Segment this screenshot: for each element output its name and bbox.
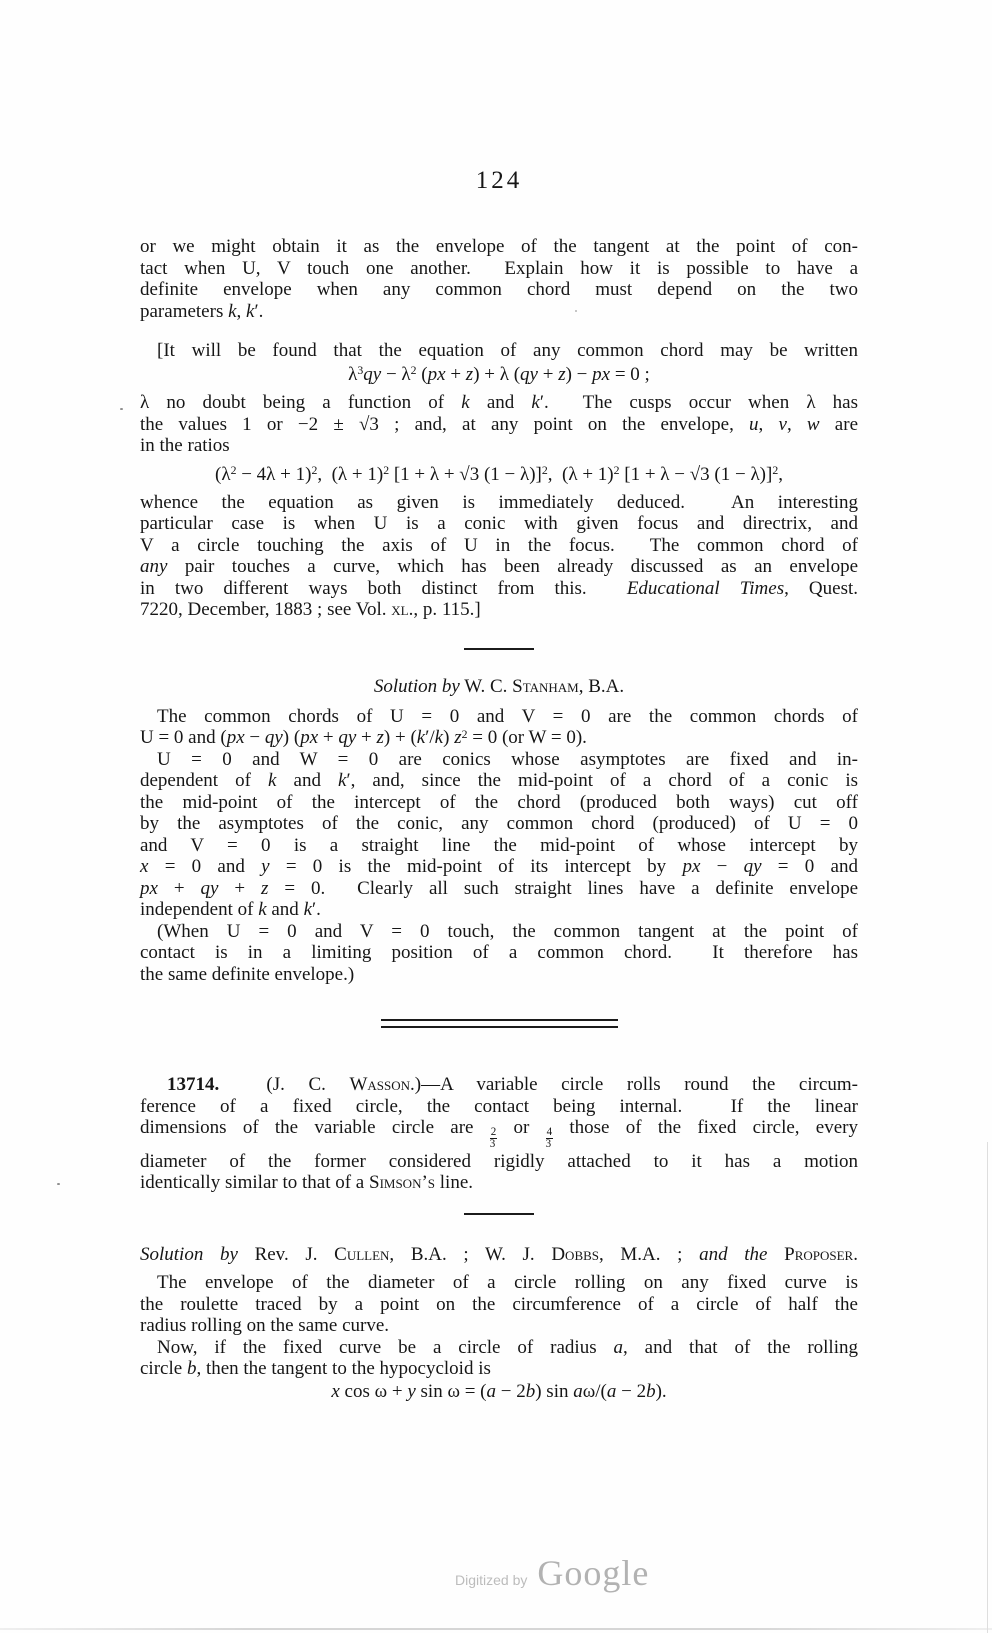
scan-speck [57, 1183, 60, 1185]
cullen-solution-paragraph-line: circle b, then the tangent to the hypocycloid is [140, 1358, 491, 1380]
scan-speck [575, 310, 577, 312]
scan-edge-right [987, 1142, 988, 1633]
stanham-solution-paragraph-line: dependent of k and k′, and, since the mid-point of a chord of a conic is [140, 770, 859, 791]
lambda-paragraph-line: λ no doubt being a function of k and k′. The cusps occur when λ has [140, 392, 859, 413]
intro-paragraph-line: or we might obtain it as the envelope of the tangent at the point of con- [140, 236, 858, 257]
stanham-solution-paragraph-line: by the asymptotes of the conic, any common chord (produced) of U = 0 [140, 813, 858, 834]
intro-paragraph-line: definite envelope when any common chord must depend on the two [140, 279, 858, 300]
problem-13714-paragraph-line: diameter of the former considered rigidly attached to it has a motion [140, 1150, 858, 1172]
cullen-solution-paragraph-line: radius rolling on the same curve. [140, 1315, 390, 1337]
whence-paragraph-line: whence the equation as given is immediately deduced. An interesting [140, 491, 858, 513]
problem-13714-paragraph-line: identically similar to that of a Simson’s line. [140, 1172, 474, 1194]
whence-paragraph-line: any pair touches a curve, which has been already discussed as an envelope [140, 556, 858, 577]
problem-13714-paragraph-line: 13714. (J. C. Wasson.)—A variable circle rolls round the circum- [167, 1074, 858, 1095]
text-column [140, 0, 858, 1402]
page-number: 124 [475, 167, 523, 194]
stanham-solution-paragraph-line: independent of k and k′. [140, 899, 321, 920]
separator-rule-1 [464, 648, 534, 650]
common-chord-equation: $\lambda^3qy - \lambda^2$ (px + z) + λ (qy + z) − px = 0 ; [348, 363, 650, 385]
stanham-solution-paragraph [140, 706, 858, 986]
lambda-paragraph [140, 392, 858, 457]
solution-heading-stanham: Solution by W. C. Stanham, B.A. [373, 675, 625, 697]
google-logo: Google [537, 1553, 650, 1593]
stanham-solution-paragraph-line: U = 0 and (px − qy) (px + qy + z) + (k′/k) $z^2 = 0$ (or W = 0). [140, 727, 587, 748]
stanham-solution-paragraph-line: the same definite envelope.) [140, 963, 355, 985]
solution-byline-cullen [140, 1244, 858, 1266]
lambda-paragraph-line: in the ratios [140, 435, 230, 456]
stanham-solution-paragraph-line: contact is in a limiting position of a common chord. It therefore has [140, 942, 858, 963]
whence-paragraph [140, 492, 858, 621]
whence-paragraph-line: V a circle touching the axis of U in the focus. The common chord of [140, 534, 858, 556]
intro-paragraph [140, 236, 858, 322]
stanham-solution-paragraph-line: x = 0 and y = 0 is the mid-point of its intercept by px − qy = 0 and [140, 856, 858, 877]
intro-paragraph-line: tact when U, V touch one another. Explain how it is possible to have a [140, 257, 858, 279]
whence-paragraph-line: 7220, December, 1883 ; see Vol. xl., p. 115.] [140, 599, 481, 620]
stanham-solution-paragraph-line: the mid-point of the intercept of the chord (produced both ways) cut off [140, 791, 858, 813]
problem-13714-paragraph [140, 1074, 858, 1194]
intro-paragraph-line: parameters k, k′. [140, 300, 264, 322]
scan-speck [120, 408, 123, 410]
scan-edge-bottom [0, 1628, 992, 1630]
tangent-equation: x cos ω + y sin ω = (a − 2b) sin aω/(a − 2b). [331, 1380, 667, 1402]
whence-paragraph-line: in two different ways both distinct from this. Educational Times, Quest. [140, 577, 858, 599]
stanham-solution-paragraph-line: U = 0 and W = 0 are conics whose asymptotes are fixed and in- [157, 748, 858, 770]
stanham-solution-paragraph-line: and V = 0 is a straight line the mid-point of whose intercept by [140, 834, 858, 856]
lambda-paragraph-line: the values 1 or −2 ± √3 ; and, at any point on the envelope, u, v, w are [140, 413, 858, 435]
cullen-solution-paragraph-line: the roulette traced by a point on the circumference of a circle of half the [140, 1293, 858, 1315]
cullen-solution-paragraph-line: The envelope of the diameter of a circle rolling on any fixed curve is [157, 1272, 858, 1294]
stanham-solution-paragraph-line: The common chords of U = 0 and V = 0 are the common chords of [157, 705, 858, 727]
problem-13714-paragraph-line: ference of a fixed circle, the contact being internal. If the linear [140, 1095, 858, 1117]
watermark-prefix: Digitized by [455, 1572, 528, 1588]
separator-rule-2 [464, 1213, 534, 1215]
cullen-solution-paragraph [140, 1272, 858, 1380]
solution-byline-cullen-line: Solution by Rev. J. Cullen, B.A. ; W. J. Dobbs, M.A. ; and the Proposer. [140, 1243, 858, 1265]
bracket-note-intro-line: [It will be found that the equation of any common chord may be written [157, 340, 858, 361]
cullen-solution-paragraph-line: Now, if the fixed curve be a circle of radius a, and that of the rolling [157, 1336, 858, 1358]
bracket-note-intro [140, 340, 858, 362]
stanham-solution-paragraph-line: px + qy + z = 0. Clearly all such straight lines have a definite envelope [140, 877, 859, 899]
whence-paragraph-line: particular case is when U is a conic with given focus and directrix, and [140, 513, 858, 534]
problem-13714-paragraph-line: dimensions of the variable circle are $\frac{2}{3}$ or $\frac{4}{3}$ those of the fixed circle, every [140, 1117, 859, 1151]
ratios-equation: $(\lambda^2 - 4\lambda + 1)^2$, $(\lambda + 1)^2$ [1 + λ + √3 (1 − λ)]$^2$, $(\lambda + 1)^2$ [1 + λ − √3 (1 − λ)]$^2$, [215, 463, 783, 485]
stanham-solution-paragraph-line: (When U = 0 and V = 0 touch, the common tangent at the point of [157, 920, 858, 942]
watermark [455, 1553, 650, 1593]
double-separator-rule [381, 1019, 618, 1028]
